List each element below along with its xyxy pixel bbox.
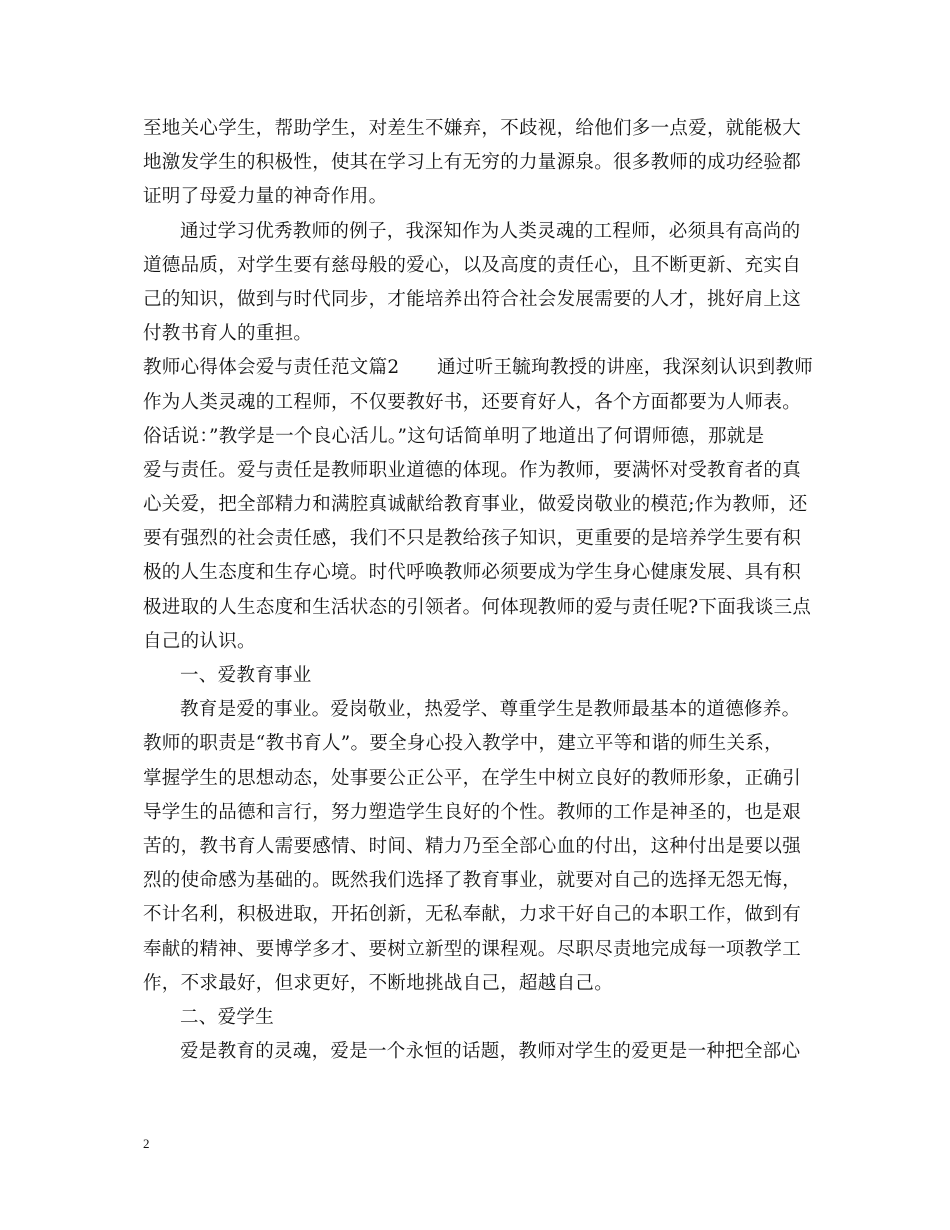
text-line: 心关爱，把全部精力和满腔真诚献给教育事业，做爱岗敬业的模范;作为教师，还 [143, 494, 808, 516]
text-line: 作为人类灵魂的工程师，不仅要教好书，还要育好人，各个方面都要为人师表。 [143, 391, 802, 413]
text-line: 作，不求最好，但求更好，不断地挑战自己，超越自己。 [143, 972, 614, 994]
text-line: 教师的职责是“教书育人”。要全身心投入教学中，建立平等和谐的师生关系， [143, 733, 783, 755]
text-line: 至地关心学生，帮助学生，对差生不嫌弃，不歧视，给他们多一点爱，就能极大 [143, 118, 802, 139]
text-line: 奉献的精神、要博学多才、要树立新型的课程观。尽职尽责地完成每一项教学工 [143, 938, 802, 960]
text-line: 导学生的品德和言行，努力塑造学生良好的个性。教师的工作是神圣的，也是艰 [143, 801, 802, 823]
text-line: 要有强烈的社会责任感，我们不只是教给孩子知识，更重要的是培养学生要有积 [143, 528, 802, 550]
text-line: 付教书育人的重担。 [143, 323, 313, 345]
text-line: 烈的使命感为基础的。既然我们选择了教育事业，就要对自己的选择无怨无悔， [143, 870, 802, 892]
text-line: 地激发学生的积极性，使其在学习上有无穷的力量源泉。很多教师的成功经验都 [143, 152, 802, 174]
text-line: 爱是教育的灵魂，爱是一个永恒的话题，教师对学生的爱更是一种把全部心 [180, 1041, 801, 1063]
page-number: 2 [143, 1136, 150, 1151]
text-line: 道德品质，对学生要有慈母般的爱心，以及高度的责任心，且不断更新、充实自 [143, 254, 802, 276]
text-line: 俗话说：”教学是一个良心活儿。”这句话简单明了地道出了何谓师德，那就是 [143, 425, 765, 447]
text-line: 证明了母爱力量的神奇作用。 [143, 186, 388, 208]
text-line: 苦的，教书育人需要感情、时间、精力乃至全部心血的付出，这种付出是要以强 [143, 835, 802, 857]
document-body [143, 112, 814, 1069]
text-line: 掌握学生的思想动态，处事要公正公平，在学生中树立良好的教师形象，正确引 [143, 767, 802, 789]
text-line: 一、爱教育事业 [180, 665, 312, 686]
text-line: 通过学习优秀教师的例子，我深知作为人类灵魂的工程师，必须具有高尚的 [180, 220, 801, 242]
text-line: 二、爱学生 [180, 1006, 275, 1028]
text-line: 教育是爱的事业。爱岗敬业，热爱学、尊重学生是教师最基本的道德修养。 [180, 699, 801, 721]
text-line: 极进取的人生态度和生活状态的引领者。何体现教师的爱与责任呢?下面我谈三点 [143, 596, 812, 618]
text-line: 极的人生态度和生存心境。时代呼唤教师必须要成为学生身心健康发展、具有积 [143, 562, 802, 584]
text-line: 己的知识，做到与时代同步，才能培养出符合社会发展需要的人才，挑好肩上这 [143, 288, 802, 310]
text-line: 不计名利，积极进取，开拓创新，无私奉献，力求干好自己的本职工作，做到有 [143, 904, 802, 926]
text-line: 教师心得体会爱与责任范文篇2 通过听王毓珣教授的讲座，我深刻认识到教师 [143, 357, 814, 379]
text-line: 自己的认识。 [143, 630, 256, 652]
text-line: 爱与责任。爱与责任是教师职业道德的体现。作为教师，要满怀对受教育者的真 [143, 459, 802, 481]
